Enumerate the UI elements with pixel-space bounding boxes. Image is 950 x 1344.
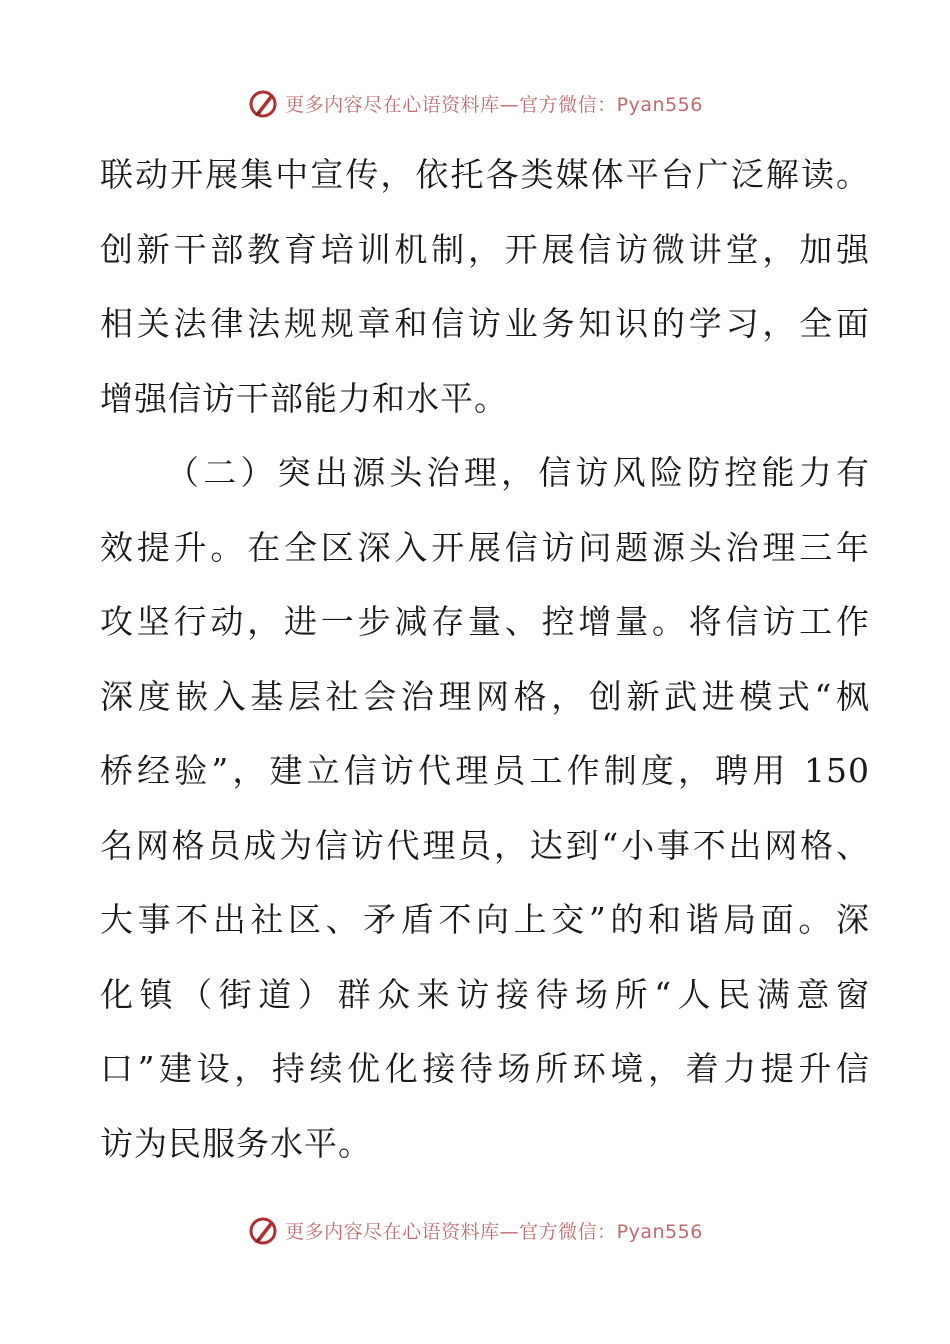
text-line: 化镇（街道）群众来访接待场所“人民满意窗 <box>100 974 870 1014</box>
pen-logo-icon <box>247 1213 281 1247</box>
text-line: 大事不出社区、矛盾不向上交”的和谐局面。深 <box>100 900 870 939</box>
watermark-text: 更多内容尽在心语资料库—官方微信：Pyan556 <box>285 93 703 116</box>
footer-watermark <box>0 1210 950 1250</box>
text-line: 相关法律法规规章和信访业务知识的学习，全面 <box>100 304 870 343</box>
text-line: 访为民服务水平。 <box>100 1123 372 1163</box>
text-line: 桥经验”，建立信访代理员工作制度，聘用 150 <box>100 751 870 790</box>
text-line: 增强信访干部能力和水平。 <box>100 378 508 418</box>
pen-logo-icon <box>247 86 281 120</box>
section-heading-line: （二）突出源头治理，信访风险防控能力有 <box>166 453 870 492</box>
text-line: 效提升。在全区深入开展信访问题源头治理三年 <box>100 527 870 567</box>
text-line: 口”建设，持续优化接待场所环境，着力提升信 <box>100 1049 870 1088</box>
watermark-text: 更多内容尽在心语资料库—官方微信：Pyan556 <box>285 1220 703 1243</box>
text-line: 创新干部教育培训机制，开展信访微讲堂，加强 <box>100 229 870 269</box>
header-watermark <box>0 83 950 123</box>
text-line: 联动开展集中宣传，依托各类媒体平台广泛解读。 <box>100 155 870 194</box>
document-body <box>100 150 870 1193</box>
text-line: 深度嵌入基层社会治理网格，创新武进模式“枫 <box>100 676 870 716</box>
text-line: 名网格员成为信访代理员，达到“小事不出网格、 <box>100 825 870 865</box>
text-line: 攻坚行动，进一步减存量、控增量。将信访工作 <box>100 602 870 641</box>
